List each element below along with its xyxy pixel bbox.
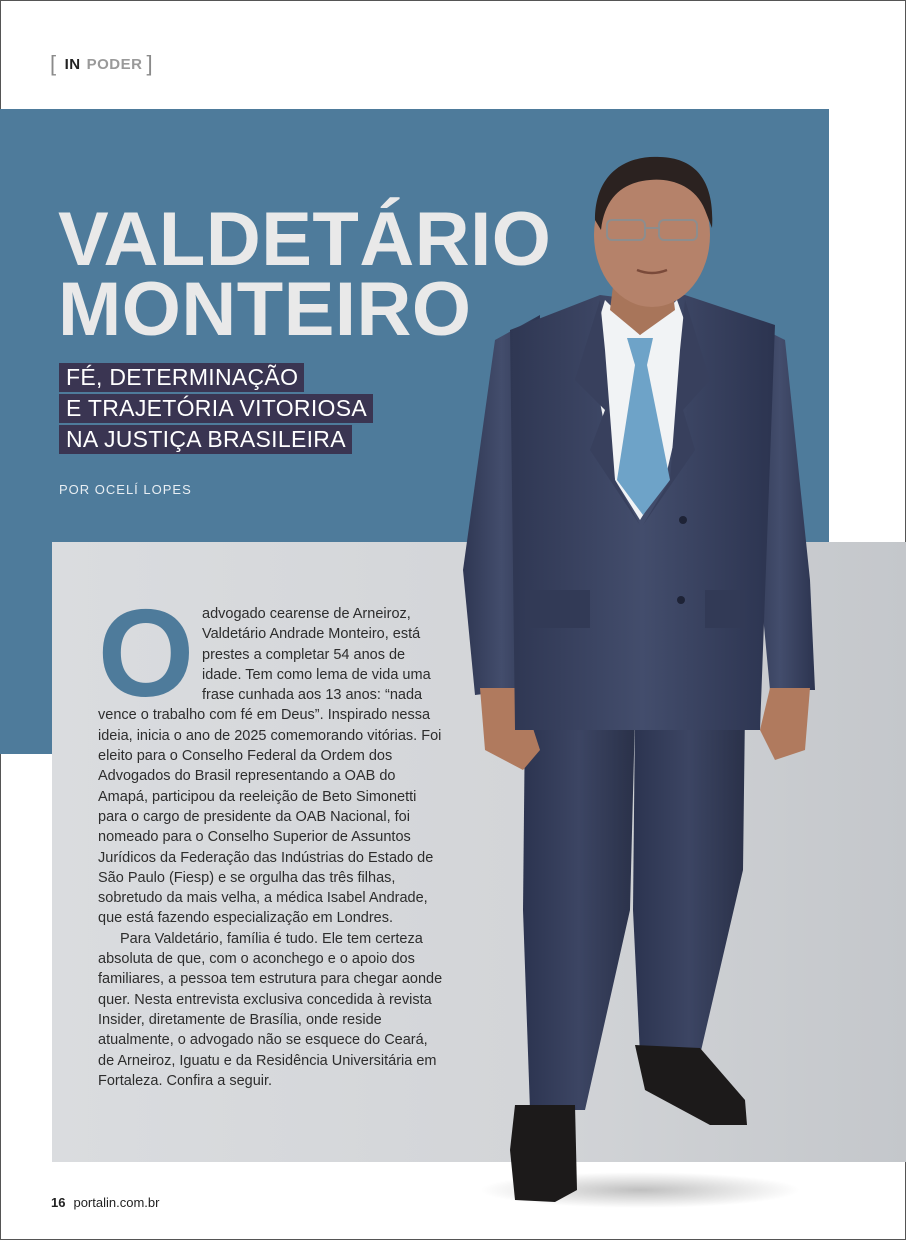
page-number: 16 [51,1195,66,1210]
page-footer [51,1195,159,1210]
section-tag [50,52,153,76]
bracket-left: [ [50,51,57,76]
paragraph-2: Para Valdetário, família é tudo. Ele tem certeza absoluta de que, com o aconchego e o apoio dos familiares, a pessoa tem estrutura para chegar aonde quer. Nesta entrevista exclusiva concedida à revista Insider, diretamente de Brasília, onde reside atualmente, o advogado não se esquece do Ceará, de Arneiroz, Iguatu e da Residência Universitária em Fortaleza. Confira a seguir. [98,930,443,1089]
dropcap-glyph: O [98,604,195,704]
subtitle-line-2: E TRAJETÓRIA VITORIOSA [59,394,373,423]
subtitle-line-3: NA JUSTIÇA BRASILEIRA [59,425,352,454]
title-line-1: VALDETÁRIO [58,197,552,282]
bracket-right: ] [146,51,154,76]
section-name: PODER [86,55,143,73]
dropcap-letter [98,604,196,704]
section-prefix: IN [64,55,81,73]
byline: POR OCELÍ LOPES [59,482,192,497]
subtitle-line-1: FÉ, DETERMINAÇÃO [59,363,304,392]
site-url: portalin.com.br [73,1195,160,1210]
title-line-2: MONTEIRO [58,267,472,352]
article-body [98,604,446,1091]
paragraph-1: advogado cearense de Arneiroz, Valdetário Andrade Monteiro, está prestes a completar 54 anos de idade. Tem como lema de vida uma frase cunhada aos 13 anos: “nada vence o trabalho com fé em Deus”. Inspirado nessa ideia, inicia o ano de 2025 comemorando vitórias. Foi eleito para o Conselho Federal da Ordem dos Advogados do Brasil representando a OAB do Amapá, participou da reeleição de Beto Simonetti para o cargo de presidente da OAB Nacional, foi nomeado para o Conselho Superior de Assuntos Jurídicos da Federação das Indústrias do Estado de São Paulo (Fiesp) e se orgulha das três filhas, sobretudo da mais velha, a médica Isabel Andrade, que está fazendo especialização em Londres. [98,606,442,927]
portrait-photo [455,150,825,1210]
subtitle [59,363,373,456]
